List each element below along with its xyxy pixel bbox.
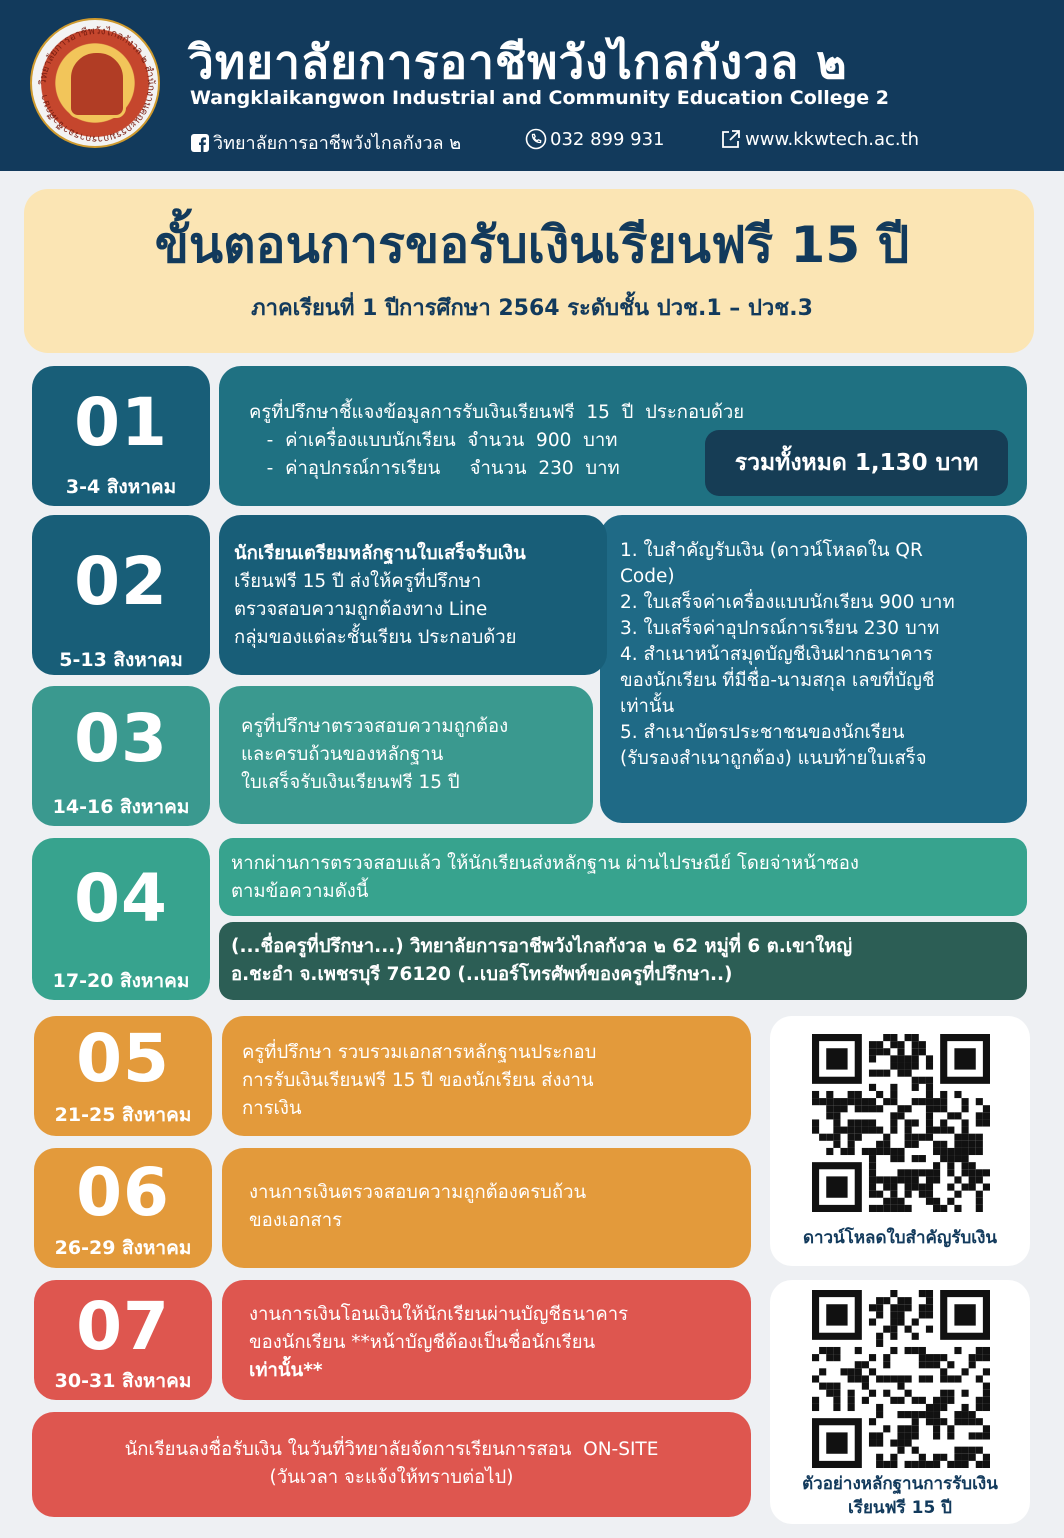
college-title-th: วิทยาลัยการอาชีพวังไกลกังวล ๒ bbox=[188, 35, 848, 89]
step-text-line: ครูที่ปรึกษาตรวจสอบความถูกต้อง bbox=[241, 716, 509, 737]
address-line: (...ชื่อครูที่ปรึกษา...) วิทยาลัยการอาชีพวังไกลกังวล ๒ 62 หมู่ที่ 6 ต.เขาใหญ่ bbox=[231, 936, 853, 957]
external-link-icon bbox=[720, 128, 742, 150]
phone-number: 032 899 931 bbox=[550, 128, 665, 150]
qr-code-icon[interactable] bbox=[812, 1290, 990, 1468]
step-number: 03 bbox=[74, 700, 168, 777]
doc-list-item: 4. สำเนาหน้าสมุดบัญชีเงินฝากธนาคาร bbox=[620, 644, 933, 665]
step-date: 26-29 สิงหาคม bbox=[54, 1237, 192, 1259]
website-link[interactable] bbox=[720, 128, 919, 150]
qr-card-download[interactable] bbox=[770, 1016, 1030, 1266]
doc-list-item: 2. ใบเสร็จค่าเครื่องแบบนักเรียน 900 บาท bbox=[620, 592, 955, 613]
doc-list-item: เท่านั้น bbox=[620, 696, 675, 717]
step-06-content bbox=[222, 1148, 751, 1268]
qr-caption: เรียนฟรี 15 ปี bbox=[848, 1498, 952, 1518]
step-text-line: ตามข้อความดังนี้ bbox=[231, 881, 369, 902]
step-date: 17-20 สิงหาคม bbox=[52, 970, 190, 992]
doc-list-item: Code) bbox=[620, 566, 675, 587]
step-text-line: ครูที่ปรึกษาชี้แจงข้อมูลการรับเงินเรียนฟรี 15 ปี ประกอบด้วย bbox=[249, 402, 745, 423]
step-text-line: เรียนฟรี 15 ปี ส่งให้ครูที่ปรึกษา bbox=[234, 571, 482, 592]
step-03-badge bbox=[32, 686, 210, 826]
step-05-content bbox=[222, 1016, 751, 1136]
college-logo bbox=[30, 18, 160, 148]
doc-list-item: 1. ใบสำคัญรับเงิน (ดาวน์โหลดใน QR bbox=[620, 540, 923, 561]
qr-caption: ดาวน์โหลดใบสำคัญรับเงิน bbox=[802, 1228, 998, 1248]
step-text-line: เท่านั้น** bbox=[249, 1360, 323, 1381]
step-05-badge bbox=[34, 1016, 212, 1136]
doc-list-item: ของนักเรียน ที่มีชื่อ-นามสกุล เลขที่บัญชี bbox=[620, 670, 935, 691]
step-07-content bbox=[222, 1280, 751, 1400]
facebook-link[interactable] bbox=[190, 128, 461, 157]
step-date: 3-4 สิงหาคม bbox=[65, 476, 177, 498]
website-url: www.kkwtech.ac.th bbox=[745, 128, 920, 150]
step-text-line: งานการเงินโอนเงินให้นักเรียนผ่านบัญชีธนาคาร bbox=[249, 1304, 629, 1325]
step-number: 06 bbox=[76, 1154, 170, 1231]
step-text-line: งานการเงินตรวจสอบความถูกต้องครบถ้วน bbox=[249, 1182, 587, 1203]
step-07-badge bbox=[34, 1280, 212, 1400]
step-date: 30-31 สิงหาคม bbox=[54, 1370, 192, 1392]
step-text-line: นักเรียนเตรียมหลักฐานใบเสร็จรับเงิน bbox=[234, 543, 526, 564]
phone-icon bbox=[525, 128, 547, 150]
logo-ring-text: วิทยาลัยการอาชีพวังไกลกังวล ๒ สำนักงานคณะกรรมการการอาชีวศึกษา bbox=[37, 25, 157, 145]
step-text-line: การเงิน bbox=[242, 1098, 302, 1119]
step-02-badge bbox=[32, 515, 210, 675]
note-line: นักเรียนลงชื่อรับเงิน ในวันที่วิทยาลัยจัดการเรียนการสอน ON-SITE bbox=[124, 1439, 659, 1460]
step-number: 04 bbox=[74, 860, 168, 937]
step-06-badge bbox=[34, 1148, 212, 1268]
step-text-line: - ค่าเครื่องแบบนักเรียน จำนวน 900 บาท bbox=[249, 430, 618, 451]
header bbox=[0, 0, 1064, 171]
total-amount-badge: รวมทั้งหมด 1,130 บาท bbox=[705, 430, 1008, 496]
step-number: 02 bbox=[74, 543, 168, 620]
page-title: ขั้นตอนการขอรับเงินเรียนฟรี 15 ปี bbox=[154, 216, 910, 274]
step-text-line: การรับเงินเรียนฟรี 15 ปี ของนักเรียน ส่งงาน bbox=[242, 1070, 594, 1091]
step-number: 07 bbox=[76, 1288, 170, 1365]
step-text-line: และครบถ้วนของหลักฐาน bbox=[241, 744, 444, 765]
step-text-line: ครูที่ปรึกษา รวบรวมเอกสารหลักฐานประกอบ bbox=[242, 1042, 597, 1063]
step-02-required-docs bbox=[600, 515, 1027, 823]
step-date: 5-13 สิงหาคม bbox=[59, 649, 183, 671]
doc-list-item: 3. ใบเสร็จค่าอุปกรณ์การเรียน 230 บาท bbox=[620, 618, 940, 639]
step-text-line: ตรวจสอบความถูกต้องทาง Line bbox=[234, 599, 488, 620]
step-date: 14-16 สิงหาคม bbox=[52, 796, 190, 818]
step-text-line: ของนักเรียน **หน้าบัญชีต้องเป็นชื่อนักเรียน bbox=[249, 1332, 596, 1353]
college-title-en: Wangklaikangwon Industrial and Community Education College 2 bbox=[190, 87, 890, 109]
step-04-badge bbox=[32, 838, 210, 1000]
step-01-badge bbox=[32, 366, 210, 506]
step-02-content bbox=[219, 515, 607, 675]
step-text-line: - ค่าอุปกรณ์การเรียน จำนวน 230 บาท bbox=[249, 458, 620, 479]
doc-list-item: 5. สำเนาบัตรประชาชนของนักเรียน bbox=[620, 722, 905, 743]
qr-code-icon[interactable] bbox=[812, 1034, 990, 1212]
qr-card-example[interactable] bbox=[770, 1280, 1030, 1524]
step-text-line: กลุ่มของแต่ละชั้นเรียน ประกอบด้วย bbox=[234, 627, 517, 648]
doc-list-item: (รับรองสำเนาถูกต้อง) แนบท้ายใบเสร็จ bbox=[620, 748, 927, 769]
step-04-content bbox=[219, 838, 1027, 916]
address-line: อ.ชะอำ จ.เพชรบุรี 76120 (..เบอร์โทรศัพท์ของครูที่ปรึกษา..) bbox=[231, 964, 733, 985]
facebook-icon bbox=[190, 133, 210, 153]
page-subtitle: ภาคเรียนที่ 1 ปีการศึกษา 2564 ระดับชั้น ปวช.1 – ปวช.3 bbox=[251, 296, 813, 321]
footer-note bbox=[32, 1412, 751, 1517]
step-text-line: ใบเสร็จรับเงินเรียนฟรี 15 ปี bbox=[241, 772, 460, 793]
step-03-content bbox=[219, 686, 593, 824]
note-line: (วันเวลา จะแจ้งให้ทราบต่อไป) bbox=[269, 1467, 514, 1488]
step-date: 21-25 สิงหาคม bbox=[54, 1104, 192, 1126]
facebook-label: วิทยาลัยการอาชีพวังไกลกังวล ๒ bbox=[213, 133, 462, 154]
step-number: 01 bbox=[74, 384, 168, 461]
step-text-line: ของเอกสาร bbox=[249, 1210, 343, 1231]
phone-link[interactable] bbox=[525, 128, 665, 150]
step-text-line: หากผ่านการตรวจสอบแล้ว ให้นักเรียนส่งหลักฐาน ผ่านไปรษณีย์ โดยจ่าหน้าซอง bbox=[231, 853, 859, 874]
mailing-address bbox=[219, 922, 1027, 1000]
step-number: 05 bbox=[76, 1020, 170, 1097]
qr-caption: ตัวอย่างหลักฐานการรับเงิน bbox=[802, 1474, 998, 1494]
